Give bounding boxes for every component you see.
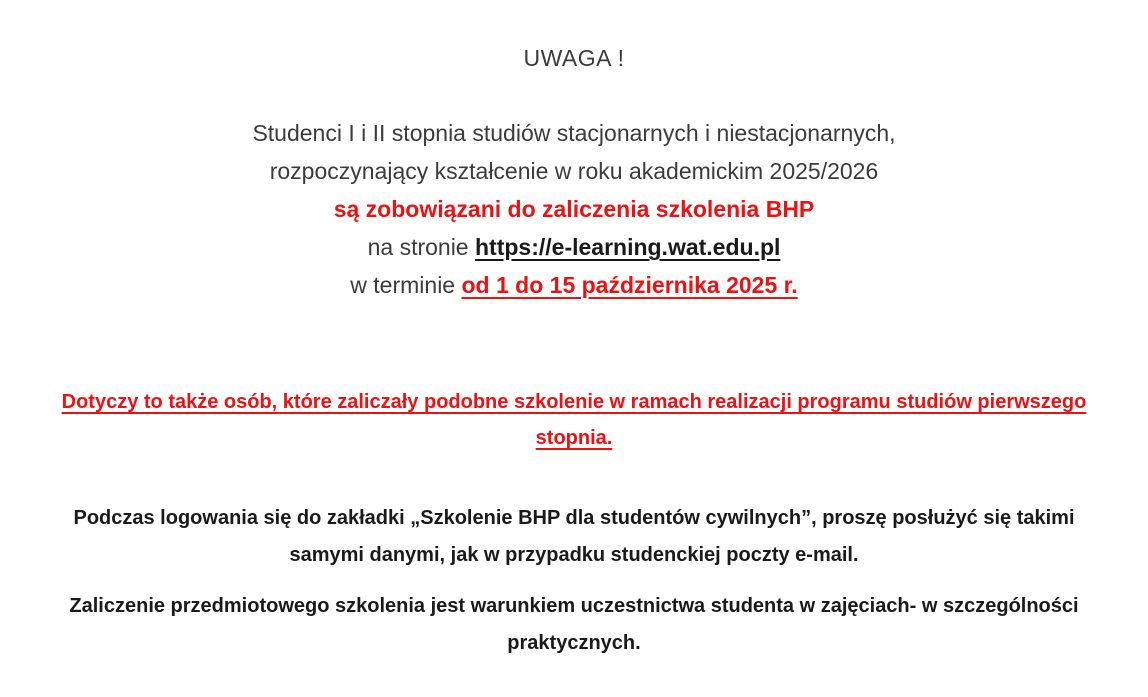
site-prefix-text: na stronie — [367, 234, 475, 260]
notice-title: UWAGA ! — [523, 45, 625, 71]
intro-line-deadline — [40, 266, 1108, 304]
notice-intro — [40, 114, 1108, 304]
elearning-link[interactable]: https://e-learning.wat.edu.pl — [475, 234, 781, 260]
deadline-prefix-text: w terminie — [350, 272, 462, 298]
attendance-requirement: Zaliczenie przedmiotowego szkolenia jest warunkiem uczestnictwa studenta w zajęciach- w szczególności praktycznych. — [69, 595, 1079, 654]
intro-line-academic-year: rozpoczynający kształcenie w roku akademickim 2025/2026 — [269, 158, 879, 184]
intro-line-site — [40, 228, 1108, 266]
first-degree-note: Dotyczy to także osób, które zaliczały podobne szkolenie w ramach realizacji programu studiów pierwszego stopnia. — [61, 391, 1087, 449]
login-instructions: Podczas logowania się do zakładki „Szkolenie BHP dla studentów cywilnych”, proszę posłużyć się takimi samymi danymi, jak w przypadku studenckiej poczty e-mail. — [73, 507, 1075, 566]
intro-line-obligation-highlight: są zobowiązani do zaliczenia szkolenia BHP — [333, 196, 815, 222]
deadline-date-text: od 1 do 15 października 2025 r. — [461, 272, 798, 298]
intro-line-students: Studenci I i II stopnia studiów stacjonarnych i niestacjonarnych, — [252, 120, 896, 146]
